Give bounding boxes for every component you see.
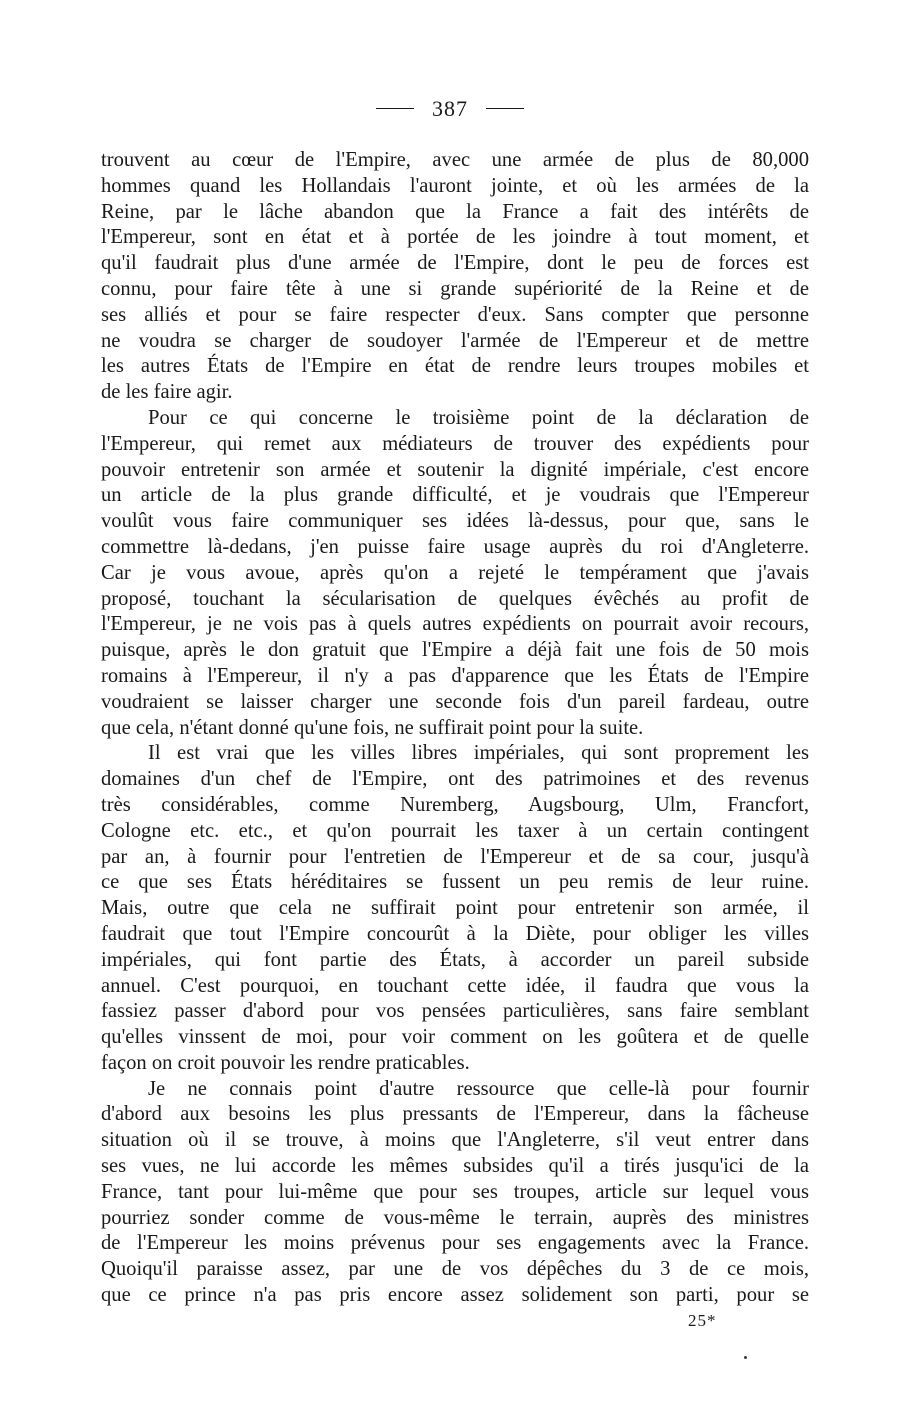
text-line: puisque, après le don gratuit que l'Empire a déjà fait une fois de 50 mois (101, 639, 809, 662)
text-line: voulût vous faire communiquer ses idées là-dessus, pour que, sans le (101, 510, 809, 533)
text-line: l'Empereur, sont en état et à portée de les joindre à tout moment, et (101, 226, 809, 249)
text-line: l'Empereur, je ne vois pas à quels autres expédients on pourrait avoir recours, (101, 613, 809, 636)
paragraph (101, 148, 809, 406)
text-line: romains à l'Empereur, il n'y a pas d'apparence que les États de l'Empire (101, 664, 809, 687)
text-line: pourriez sonder comme de vous-même le terrain, auprès des ministres (101, 1206, 809, 1229)
text-line: domaines d'un chef de l'Empire, ont des patrimoines et des revenus (101, 768, 809, 791)
text-line: Reine, par le lâche abandon que la France a fait des intérêts de (101, 200, 809, 223)
text-line: commettre là-dedans, j'en puisse faire usage auprès du roi d'Angleterre. (101, 535, 809, 558)
text-line: France, tant pour lui-même que pour ses troupes, article sur lequel vous (101, 1180, 809, 1203)
paragraph (101, 741, 809, 1076)
text-line: un article de la plus grande difficulté, et je voudrais que l'Empereur (101, 484, 809, 507)
text-line: de les faire agir. (101, 381, 233, 404)
text-line: fassiez passer d'abord pour vos pensées particulières, sans faire semblant (101, 1000, 809, 1023)
text-line: les autres États de l'Empire en état de rendre leurs troupes mobiles et (101, 355, 809, 378)
text-line: très considérables, comme Nuremberg, Augsbourg, Ulm, Francfort, (101, 793, 809, 816)
text-line: Quoiqu'il paraisse assez, par une de vos dépêches du 3 de ce mois, (101, 1258, 809, 1281)
text-line: voudraient se laisser charger une seconde fois d'un pareil fardeau, outre (101, 690, 809, 713)
paragraph (101, 406, 809, 741)
text-line: Pour ce qui concerne le troisième point de la déclaration de (148, 406, 809, 429)
page-number: 387 (432, 96, 468, 121)
text-line: qu'elles vinssent de moi, pour voir comment on les goûtera et de quelle (101, 1026, 809, 1049)
text-line: Mais, outre que cela ne suffirait point pour entretenir son armée, il (101, 897, 809, 920)
text-line: d'abord aux besoins les plus pressants de l'Empereur, dans la fâcheuse (101, 1103, 809, 1126)
text-line: impériales, qui font partie des États, à accorder un pareil subside (101, 948, 809, 971)
text-line: trouvent au cœur de l'Empire, avec une armée de plus de 80,000 (101, 149, 809, 171)
header-dash-left (376, 108, 414, 109)
text-line: façon on croit pouvoir les rendre praticables. (101, 1051, 470, 1074)
text-line: Car je vous avoue, après qu'on a rejeté le tempérament que j'avais (101, 561, 809, 584)
text-line: ce que ses États héréditaires se fussent un peu remis de leur ruine. (101, 871, 809, 894)
text-line: que ce prince n'a pas pris encore assez solidement son parti, pour se (101, 1284, 809, 1307)
paragraph (101, 1077, 809, 1309)
text-line: connu, pour faire tête à une si grande supériorité de la Reine et de (101, 277, 809, 300)
text-line: qu'il faudrait plus d'une armée de l'Empire, dont le peu de forces est (101, 252, 809, 275)
text-line: Je ne connais point d'autre ressource que celle-là pour fournir (148, 1077, 809, 1100)
page-header (0, 96, 900, 122)
text-line: ne voudra se charger de soudoyer l'armée de l'Empereur et de mettre (101, 329, 809, 352)
text-line: ses alliés et pour se faire respecter d'eux. Sans compter que personne (101, 303, 809, 326)
page-speck (744, 1356, 747, 1359)
text-line: pouvoir entretenir son armée et soutenir la dignité impériale, c'est encore (101, 458, 809, 481)
text-line: que cela, n'étant donné qu'une fois, ne suffirait point pour la suite. (101, 716, 644, 739)
text-line: l'Empereur, qui remet aux médiateurs de trouver des expédients pour (101, 432, 809, 455)
printer-signature-mark: 25* (688, 1311, 717, 1330)
text-line: Cologne etc. etc., et qu'on pourrait les taxer à un certain contingent (101, 819, 809, 842)
text-line: par an, à fournir pour l'entretien de l'Empereur et de sa cour, jusqu'à (101, 845, 809, 868)
text-line: de l'Empereur les moins prévenus pour ses engagements avec la France. (101, 1232, 809, 1255)
text-line: hommes quand les Hollandais l'auront jointe, et où les armées de la (101, 174, 809, 197)
header-dash-right (486, 108, 524, 109)
text-line: Il est vrai que les villes libres impériales, qui sont proprement les (148, 742, 809, 765)
text-line: faudrait que tout l'Empire concourût à la Diète, pour obliger les villes (101, 922, 809, 945)
body-text (101, 148, 809, 1309)
text-line: ses vues, ne lui accorde les mêmes subsides qu'il a tirés jusqu'ici de la (101, 1155, 809, 1178)
text-line: proposé, touchant la sécularisation de quelques évêchés au profit de (101, 587, 809, 610)
text-line: annuel. C'est pourquoi, en touchant cette idée, il faudra que vous la (101, 974, 809, 997)
text-line: situation où il se trouve, à moins que l'Angleterre, s'il veut entrer dans (101, 1129, 809, 1152)
